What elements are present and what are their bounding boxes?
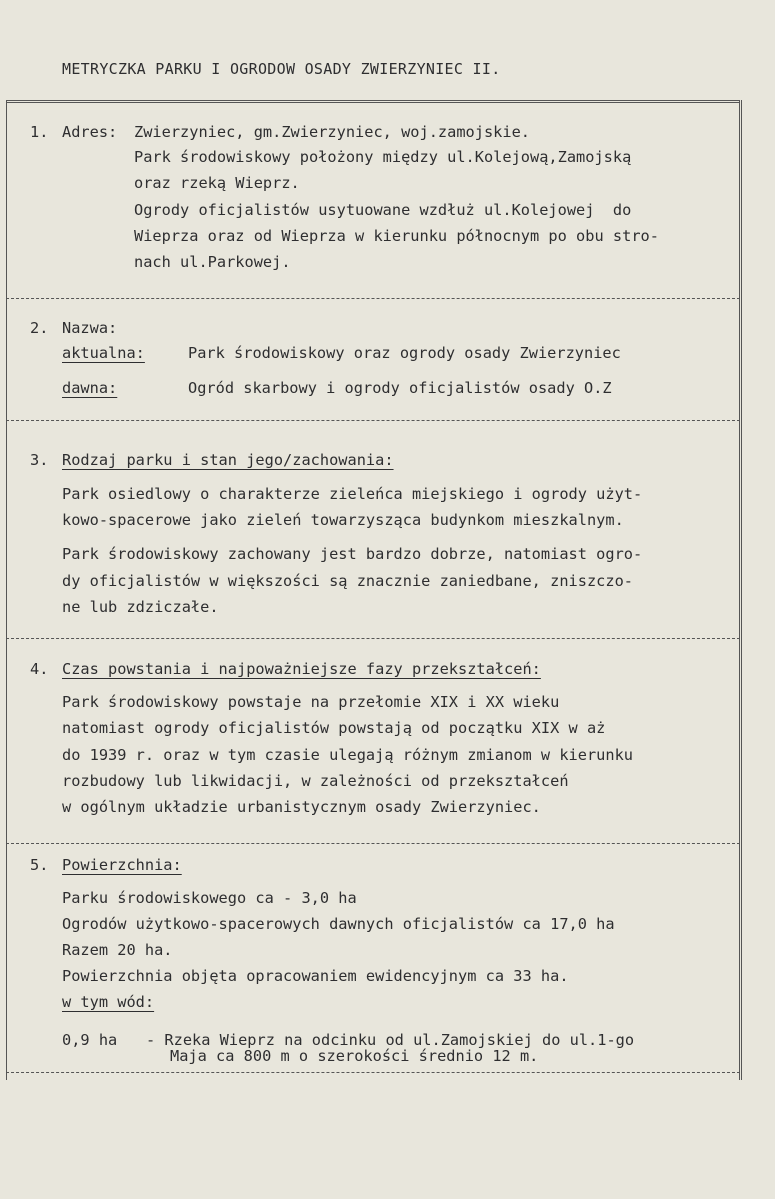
section-label: Czas powstania i najpoważniejsze fazy przekształceń: xyxy=(62,660,541,678)
separator-1 xyxy=(6,298,740,299)
separator-3 xyxy=(6,638,740,639)
former-name-value: Ogród skarbowy i ogrody oficjalistów osady O.Z xyxy=(188,379,612,397)
text-line: ne lub zdziczałe. xyxy=(62,598,219,616)
water-description: Maja ca 800 m o szerokości średnio 12 m. xyxy=(170,1047,539,1065)
text-line: Powierzchnia objęta opracowaniem ewidencyjnym ca 33 ha. xyxy=(62,967,569,985)
section-number: 4. xyxy=(30,660,49,678)
text-line: natomiast ogrody oficjalistów powstają od początku XIX w aż xyxy=(62,719,606,737)
address-line: Zwierzyniec, gm.Zwierzyniec, woj.zamojskie. xyxy=(134,123,531,141)
current-name-label: aktualna: xyxy=(62,344,145,362)
text-line: Park osiedlowy o charakterze zieleńca miejskiego i ogrody użyt- xyxy=(62,485,643,503)
section-label: Powierzchnia: xyxy=(62,856,182,874)
top-border xyxy=(6,100,740,103)
section-label: Adres: xyxy=(62,123,118,141)
address-line: nach ul.Parkowej. xyxy=(134,253,291,271)
address-line: oraz rzeką Wieprz. xyxy=(134,174,300,192)
water-label: w tym wód: xyxy=(62,993,155,1011)
separator-2 xyxy=(6,420,740,421)
section-number: 2. xyxy=(30,319,49,337)
text-line: Park środowiskowy powstaje na przełomie XIX i XX wieku xyxy=(62,693,560,711)
separator-4 xyxy=(6,843,740,844)
address-line: Ogrody oficjalistów usytuowane wzdłuż ul.Kolejowej do xyxy=(134,201,632,219)
document-title: METRYCZKA PARKU I OGRODOW OSADY ZWIERZYNIEC II. xyxy=(62,60,501,78)
text-line: Park środowiskowy zachowany jest bardzo dobrze, natomiast ogro- xyxy=(62,545,643,563)
text-line: Parku środowiskowego ca - 3,0 ha xyxy=(62,889,357,907)
text-line: do 1939 r. oraz w tym czasie ulegają różnym zmianom w kierunku xyxy=(62,746,633,764)
current-name-value: Park środowiskowy oraz ogrody osady Zwierzyniec xyxy=(188,344,621,362)
water-area: 0,9 ha xyxy=(62,1031,118,1049)
text-line: w ogólnym układzie urbanistycznym osady Zwierzyniec. xyxy=(62,798,541,816)
section-label: Nazwa: xyxy=(62,319,118,337)
bottom-border xyxy=(6,1072,740,1073)
water-description: - Rzeka Wieprz na odcinku od ul.Zamojskiej do ul.1-go xyxy=(146,1031,635,1049)
address-line: Park środowiskowy położony między ul.Kolejową,Zamojską xyxy=(134,148,632,166)
text-line: kowo-spacerowe jako zieleń towarzysząca budynkom mieszkalnym. xyxy=(62,511,624,529)
text-line: rozbudowy lub likwidacji, w zależności od przekształceń xyxy=(62,772,569,790)
section-number: 1. xyxy=(30,123,49,141)
section-number: 3. xyxy=(30,451,49,469)
text-line: Ogrodów użytkowo-spacerowych dawnych oficjalistów ca 17,0 ha xyxy=(62,915,615,933)
former-name-label: dawna: xyxy=(62,379,118,397)
section-label: Rodzaj parku i stan jego/zachowania: xyxy=(62,451,394,469)
text-line: dy oficjalistów w większości są znacznie zaniedbane, zniszczo- xyxy=(62,572,633,590)
section-number: 5. xyxy=(30,856,49,874)
address-line: Wieprza oraz od Wieprza w kierunku północnym po obu stro- xyxy=(134,227,659,245)
text-line: Razem 20 ha. xyxy=(62,941,173,959)
